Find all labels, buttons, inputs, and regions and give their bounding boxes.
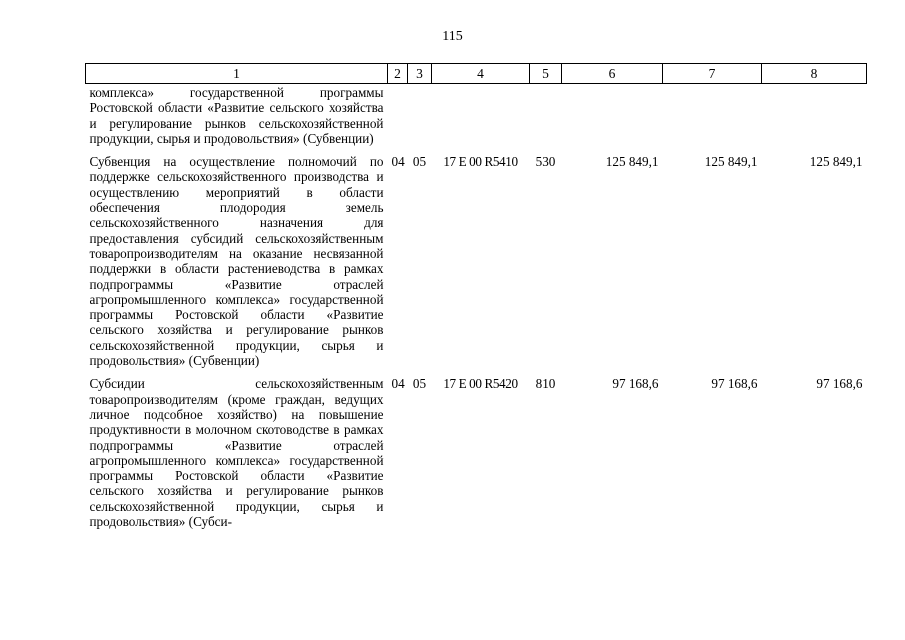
table-row [86, 374, 867, 535]
col-header-8: 8 [762, 64, 867, 84]
row-value-2 [663, 84, 762, 153]
row-value-1: 125 849,1 [605, 154, 659, 170]
col-header-4: 4 [432, 64, 530, 84]
row-rz [388, 84, 408, 153]
header-row [86, 64, 867, 84]
col-header-7: 7 [663, 64, 762, 84]
row-value-3: 125 849,1 [809, 154, 863, 170]
row-description: Субсидии сельскохозяйственным товаропроизводителям (кроме граждан, ведущих личное подсобное хозяйство) на повышение продуктивности в молочном скотоводстве в рамках подпрограммы «Развитие отраслей агропромышленного комплекса» государственной программы Ростовской области «Развитие сельского хозяйства и регулирование рынков сельскохозяйственной продукции, сырья и продовольствия» (Субси- [89, 376, 384, 530]
row-value-1 [562, 84, 663, 153]
table-row [86, 84, 867, 153]
row-vr [530, 84, 562, 153]
budget-table [85, 63, 867, 535]
page-number: 115 [442, 29, 463, 44]
col-header-2: 2 [388, 64, 408, 84]
row-value-2: 125 849,1 [704, 154, 758, 170]
row-pr: 05 [412, 376, 427, 392]
row-value-3 [762, 84, 867, 153]
row-value-2: 97 168,6 [711, 376, 758, 392]
row-value-3: 97 168,6 [816, 376, 863, 392]
row-csr [432, 84, 530, 153]
col-header-6: 6 [562, 64, 663, 84]
row-value-1: 97 168,6 [612, 376, 659, 392]
table-row [86, 152, 867, 374]
row-vr: 530 [535, 154, 556, 170]
row-rz: 04 [391, 376, 405, 392]
col-header-3: 3 [408, 64, 432, 84]
col-header-1: 1 [86, 64, 388, 84]
row-csr: 17 Е 00 R5420 [443, 376, 518, 392]
row-vr: 810 [535, 376, 556, 392]
row-description: Субвенция на осуществление полномочий по поддержке сельскохозяйственного производства и осуществлению мероприятий в области обеспечения плодородия земель сельскохозяйственного назначения для предоставления субсидий сельскохозяйственным товаропроизводителям на оказание несвязанной поддержки в области растениеводства в рамках подпрограммы «Развитие отраслей агропромышленного комплекса» государственной программы Ростовской области «Развитие сельского хозяйства и регулирование рынков сельскохозяйственной продукции, сырья и продовольствия» (Субвенции) [89, 154, 384, 369]
row-description: комплекса» государственной программы Ростовской области «Развитие сельского хозяйства и регулирование рынков сельскохозяйственной продукции, сырья и продовольствия» (Субвенции) [89, 85, 384, 146]
col-header-5: 5 [530, 64, 562, 84]
row-rz: 04 [391, 154, 405, 170]
row-csr: 17 Е 00 R5410 [443, 154, 518, 170]
row-pr [408, 84, 432, 153]
row-pr: 05 [412, 154, 427, 170]
